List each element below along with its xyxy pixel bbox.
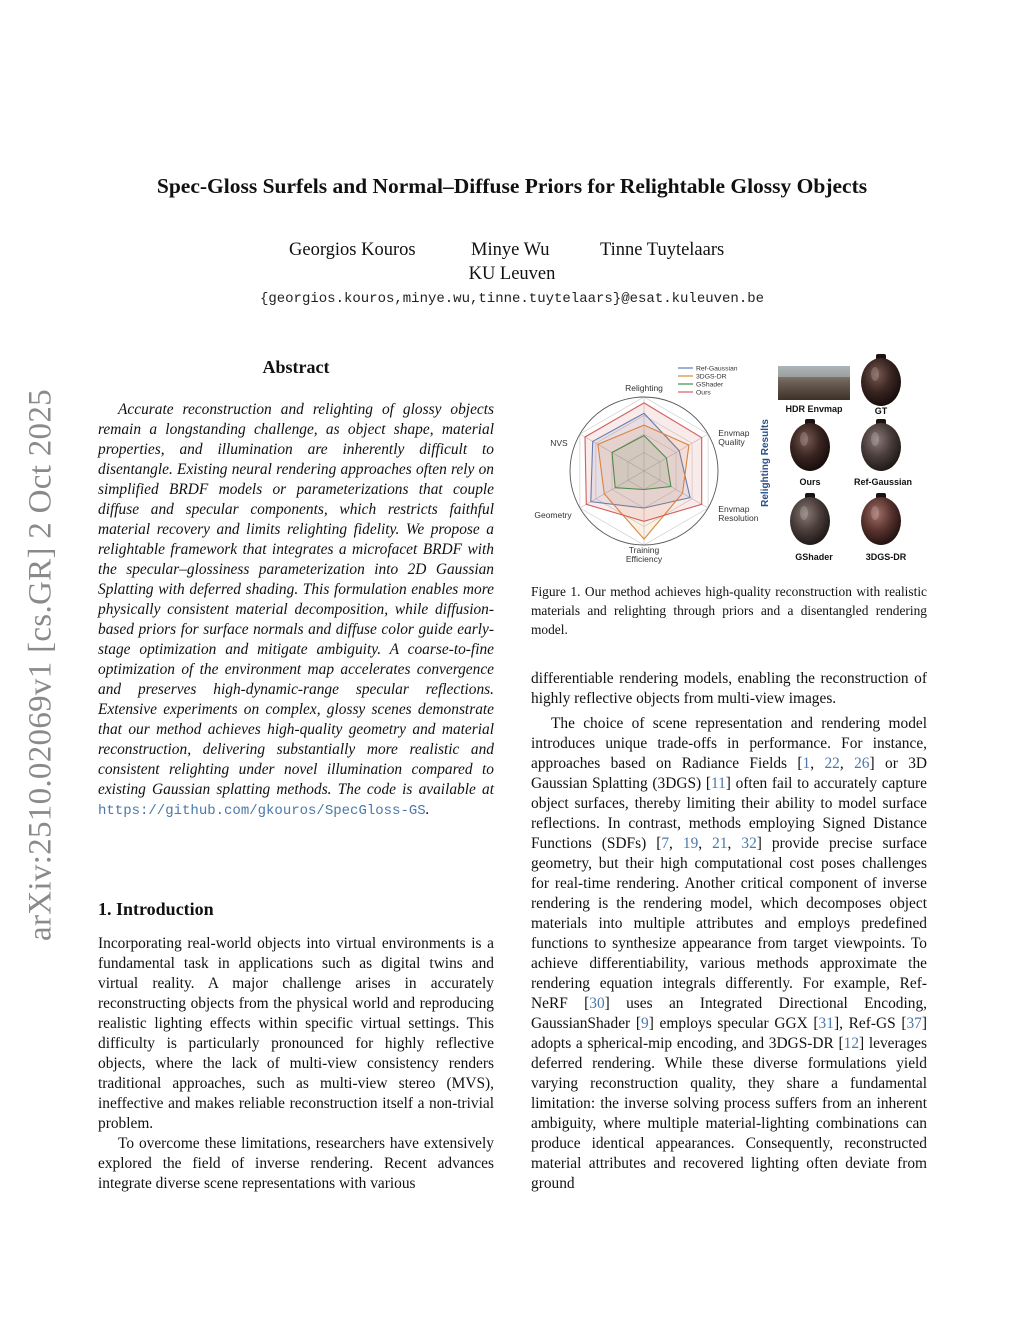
citation[interactable]: 11 [710,775,726,792]
citation[interactable]: 32 [741,835,757,852]
radar-axis-label [718,428,749,447]
citation[interactable]: 31 [818,1015,834,1032]
radar-axis-label [625,383,663,393]
paragraph-text: ] often fail to accurately capture object surfaces, thereby limiting their ability to model surface reflections. In contrast, methods employing Signed Distance Functions (SDFs) [ [531,775,927,852]
ours-render [790,419,830,471]
bottle-body [861,497,901,545]
bottle-body [790,497,830,545]
intro-paragraph-2: To overcome these limitations, researchers have extensively explored the field of inverse rendering. Recent advances integrate diverse scene representations with various [98,1135,494,1192]
bottle-highlight [800,506,808,520]
legend-label: 3DGS-DR [696,373,727,381]
author-kouros: Georgios Kouros [289,240,416,260]
paragraph-text: , [727,835,742,852]
3dgs-dr-render [861,493,901,545]
bottle-highlight [871,367,879,381]
citation[interactable]: 22 [824,755,840,772]
radar-axis-label-word: Envmap [718,428,750,438]
radar-axis-label [626,545,663,564]
right-paragraph-1: differentiable rendering models, enabling the reconstruction of highly reflective objects from multi-view images. [531,670,927,707]
citation[interactable]: 26 [854,755,870,772]
bottle-body [861,358,901,406]
paragraph-text: ] adopts a spherical-mip encoding, and 3DGS-DR [ [531,1015,927,1052]
render-label: Ours [799,477,821,487]
paragraph-text: ] employs specular GGX [ [648,1015,819,1032]
render-label: HDR Envmap [785,404,843,414]
right-paragraph-2 [531,714,927,1194]
radar-axis-label-word: Resolution [718,513,759,523]
ref-gaussian-render [861,419,901,471]
code-link[interactable]: https://github.com/gkouros/SpecGloss-GS [98,803,426,819]
author-emails: {georgios.kouros,minye.wu,tinne.tuytelaars}@esat.kuleuven.be [259,291,765,307]
radar-axis-label [550,438,568,448]
citation[interactable]: 30 [589,995,605,1012]
legend-label: Ref-Gaussian [696,365,738,373]
relighting-results-label: Relighting Results [760,419,771,507]
author-wu: Minye Wu [471,240,550,260]
paragraph-text: ] leverages deferred rendering. While these diverse formulations yield varying reconstruction quality, they share a fundamental limitation: the inverse solving process suffers from an inherent ambiguity, where multiple material-lighting combinations can produce identical appearances. Consequently, reconstructed material attributes and recovered lighting often deviate from ground [531,1035,927,1192]
render-label: Ref-Gaussian [853,477,913,487]
radar-axis-label-word: Efficiency [625,554,663,564]
citation[interactable]: 21 [712,835,728,852]
radar-axis-label-word: NVS [550,438,568,448]
paragraph-text: ] uses an Integrated Directional Encoding, GaussianShader [ [531,995,927,1032]
figure-graphic [528,348,928,576]
paragraph-text: , [669,835,683,852]
radar-chart [534,383,758,564]
bottle-body [790,423,830,471]
affiliation: KU Leuven [468,264,556,284]
paragraph-text: ] provide precise surface geometry, but their high computational cost poses challenges for real-time rendering. Another critical component of inverse rendering is the rendering model, which decomposes object materials into multiple attributes and employs predefined functions to synthesize appearance from target viewpoints. To achieve differentiability, various methods approximate the rendering equation integrals differently. For example, Ref-NeRF [ [531,835,927,1012]
citation[interactable]: 19 [682,835,699,852]
envmap-sky [778,366,850,377]
legend-label: Ours [696,389,711,397]
legend-label: GShader [696,381,724,389]
citation[interactable]: 1 [802,755,811,772]
arxiv-id: arXiv:2510.02069v1 [cs.GR] 2 Oct 2025 [22,389,59,941]
paragraph-text: ] or 3D Gaussian Splatting (3DGS) [ [531,755,928,792]
radar-axis-label-word: Quality [718,437,745,447]
figure-caption: Figure 1. Our method achieves high-quality reconstruction with realistic materials and relighting through priors and a disentangled rendering model. [531,584,927,637]
paragraph-text: , [810,755,825,772]
intro-heading: 1. Introduction [98,899,214,919]
relighting-results [760,354,912,562]
radar-axis-label-word: Relighting [625,383,663,393]
radar-axis-label [718,504,758,523]
figure-1 [528,348,928,576]
abstract-body [98,400,494,821]
bottle-highlight [800,432,808,446]
bottle-highlight [871,432,879,446]
paragraph-text: The choice of scene representation and rendering model introduces unique trade-offs in performance. For instance, approaches based on Radiance Fields [ [531,715,927,772]
paragraph-text: ], Ref-GS [ [833,1015,907,1032]
paragraph-text: , [839,755,855,772]
citation[interactable]: 7 [661,835,670,852]
paper-title: Spec-Gloss Surfels and Normal–Diffuse Priors for Relightable Glossy Objects [156,174,868,198]
render-label: GShader [795,552,833,562]
render-label: GT [874,406,888,416]
abstract-end: . [425,801,430,818]
bottle-highlight [871,506,879,520]
abstract-text: Accurate reconstruction and relighting of glossy objects remain a longstanding challenge, as object shape, material properties, and illumination are inherently difficult to disentangle. Existing neural rendering approaches often rely on simplified BRDF models or parameterizations that couple diffuse and specular components, which restricts faithful material recovery and limits relighting fidelity. We propose a relightable framework that integrates a microfacet BRDF with the specular–glossiness parameterization into 2D Gaussian Splatting with deferred shading. This formulation enables more physically consistent material decomposition, while diffusion-based priors for surface normals and diffuse color guide early-stage optimization and mitigate ambiguity. A coarse-to-fine optimization of the environment map accelerates convergence and preserves high-dynamic-range specular reflections. Extensive experiments on complex, glossy scenes demonstrate that our method achieves high-quality geometry and material reconstruction, delivering substantially more realistic and consistent relighting under novel illumination compared to existing Gaussian splatting methods. The code is available at [98,401,494,798]
radar-legend [678,366,738,397]
author-tuytelaars: Tinne Tuytelaars [600,240,725,260]
radar-axis-label-word: Envmap [718,504,750,514]
paragraph-text: , [698,835,713,852]
citation[interactable]: 37 [906,1015,922,1032]
citation[interactable]: 9 [641,1015,649,1032]
radar-axis-label-word: Geometry [534,510,572,520]
abstract-heading: Abstract [262,357,330,377]
gt-render [861,354,901,406]
citation[interactable]: 12 [843,1035,860,1052]
radar-axis-label-word: Training [628,545,660,555]
intro-paragraph-1: Incorporating real-world objects into virtual environments is a fundamental task in applications such as digital twins and virtual reality. A major challenge arises in accurately reconstructing objects from the physical world and reproducing realistic lighting effects within specific virtual settings. This difficulty is particularly pronounced for highly reflective objects, where the lack of multi-view consistency renders traditional approaches, such as multi-view stereo (MVS), ineffective and makes reliable reconstruction itself a non-trivial problem. [98,935,494,1132]
bottle-body [861,423,901,471]
render-label: 3DGS-DR [865,552,907,562]
arxiv-stamp [18,380,64,950]
radar-axis-label [534,510,572,520]
gshader-render [790,493,830,545]
